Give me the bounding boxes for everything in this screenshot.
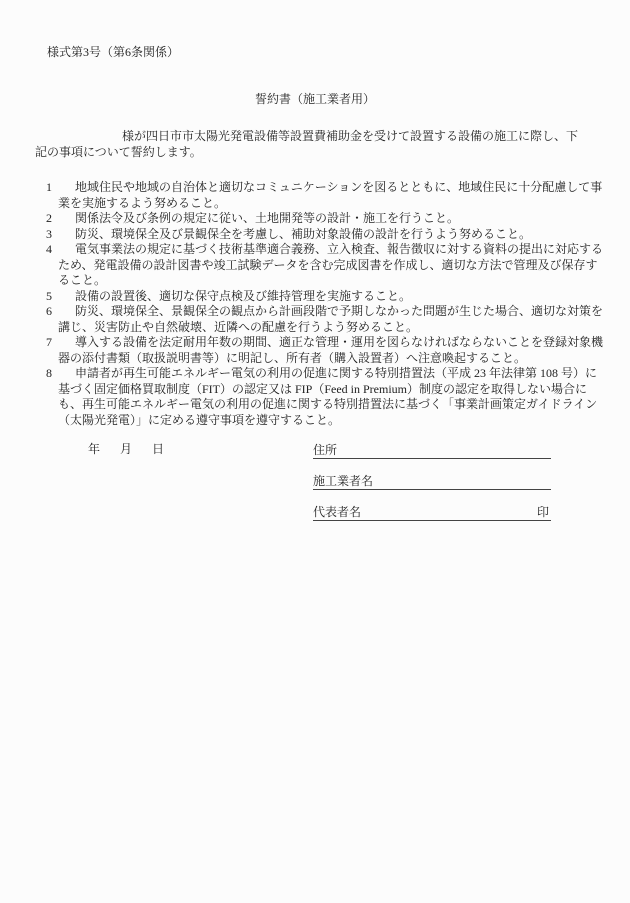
form-number-label: 様式第3号（第6条関係） <box>47 45 180 59</box>
item-number: 5 <box>46 288 52 303</box>
pledge-item <box>35 227 607 243</box>
pledge-item <box>35 289 607 305</box>
item-line: 関係法令及び条例の規定に従い、土地開発等の設計・施工を行うこと。 <box>75 211 460 225</box>
intro-paragraph <box>35 129 595 160</box>
pledge-item <box>35 335 607 366</box>
applicant-name-blank <box>35 139 122 140</box>
pledge-item <box>35 211 607 227</box>
pledge-item <box>35 304 607 335</box>
intro-line-2: 記の事項について誓約します。 <box>35 144 202 159</box>
item-line: ること。 <box>58 273 107 287</box>
item-number: 3 <box>46 226 52 241</box>
item-number: 6 <box>46 304 52 318</box>
item-line: （太陽光発電）」に定める遵守事項を遵守すること。 <box>58 412 341 427</box>
item-number: 1 <box>46 180 52 194</box>
representative-name-field-row <box>313 504 551 521</box>
intro-line-1 <box>35 129 595 145</box>
pledge-item <box>35 366 607 428</box>
date-line <box>88 442 164 458</box>
item-line: 防災、環境保全及び景観保全を考慮し、補助対象設備の設計を行うよう努めること。 <box>75 226 532 241</box>
item-line: 器の添付書類（取扱説明書等）に明記し、所有者（購入設置者）へ注意喚起すること。 <box>58 350 527 365</box>
month-label: 月 <box>120 442 133 456</box>
signature-section <box>313 442 551 535</box>
item-line: 基づく固定価格買取制度（FIT）の認定又は FIP（Feed in Premium）制度の認定を取得しない場合に <box>58 381 588 396</box>
item-number: 4 <box>46 242 52 256</box>
item-line: 設備の設置後、適切な保守点検及び維持管理を実施すること。 <box>75 288 412 303</box>
seal-mark: 印 <box>536 504 549 519</box>
item-line: ため、発電設備の設計図書や竣工試験データを含む完成図書を作成し、適切な方法で管理及び保存す <box>58 257 598 272</box>
pledge-item <box>35 242 607 289</box>
contractor-name-field-row <box>313 473 551 490</box>
item-line: 業を実施するよう努めること。 <box>58 195 227 210</box>
item-line: 電気事業法の規定に基づく技術基準適合義務、立入検査、報告徴収に対する資料の提出に対応する <box>75 242 604 256</box>
item-line: 防災、環境保全、景観保全の観点から計画段階で予期しなかった問題が生じた場合、適切な対策を <box>75 304 604 318</box>
representative-name-label: 代表者名 <box>313 504 362 519</box>
document-title: 誓約書（施工業者用） <box>254 92 375 106</box>
item-line: 地域住民や地域の自治体と適切なコミュニケーションを図るとともに、地域住民に十分配慮して事 <box>75 180 603 194</box>
year-label: 年 <box>88 442 101 456</box>
item-number: 7 <box>46 335 52 349</box>
item-line: 申請者が再生可能エネルギー電気の利用の促進に関する特別措置法（平成 23 年法律第 108 号）に <box>75 366 598 380</box>
item-line: も、再生可能エネルギー電気の利用の促進に関する特別措置法に基づく「事業計画策定ガイドライン <box>58 397 598 411</box>
pledge-list <box>35 180 607 428</box>
day-label: 日 <box>152 442 165 456</box>
address-field-row <box>313 442 551 459</box>
intro-line-1-text: 様が四日市市太陽光発電設備等設置費補助金を受けて設置する設備の施工に際し、下 <box>122 129 579 143</box>
address-label: 住所 <box>313 442 338 457</box>
item-line: 講じ、災害防止や自然破壊、近隣への配慮を行うよう努めること。 <box>58 319 419 334</box>
contractor-name-label: 施工業者名 <box>313 473 374 488</box>
pledge-item <box>35 180 607 211</box>
item-number: 8 <box>46 366 52 380</box>
item-line: 導入する設備を法定耐用年数の期間、適正な管理・運用を図らなければならないことを登録対象機 <box>75 335 604 349</box>
item-number: 2 <box>46 211 52 225</box>
